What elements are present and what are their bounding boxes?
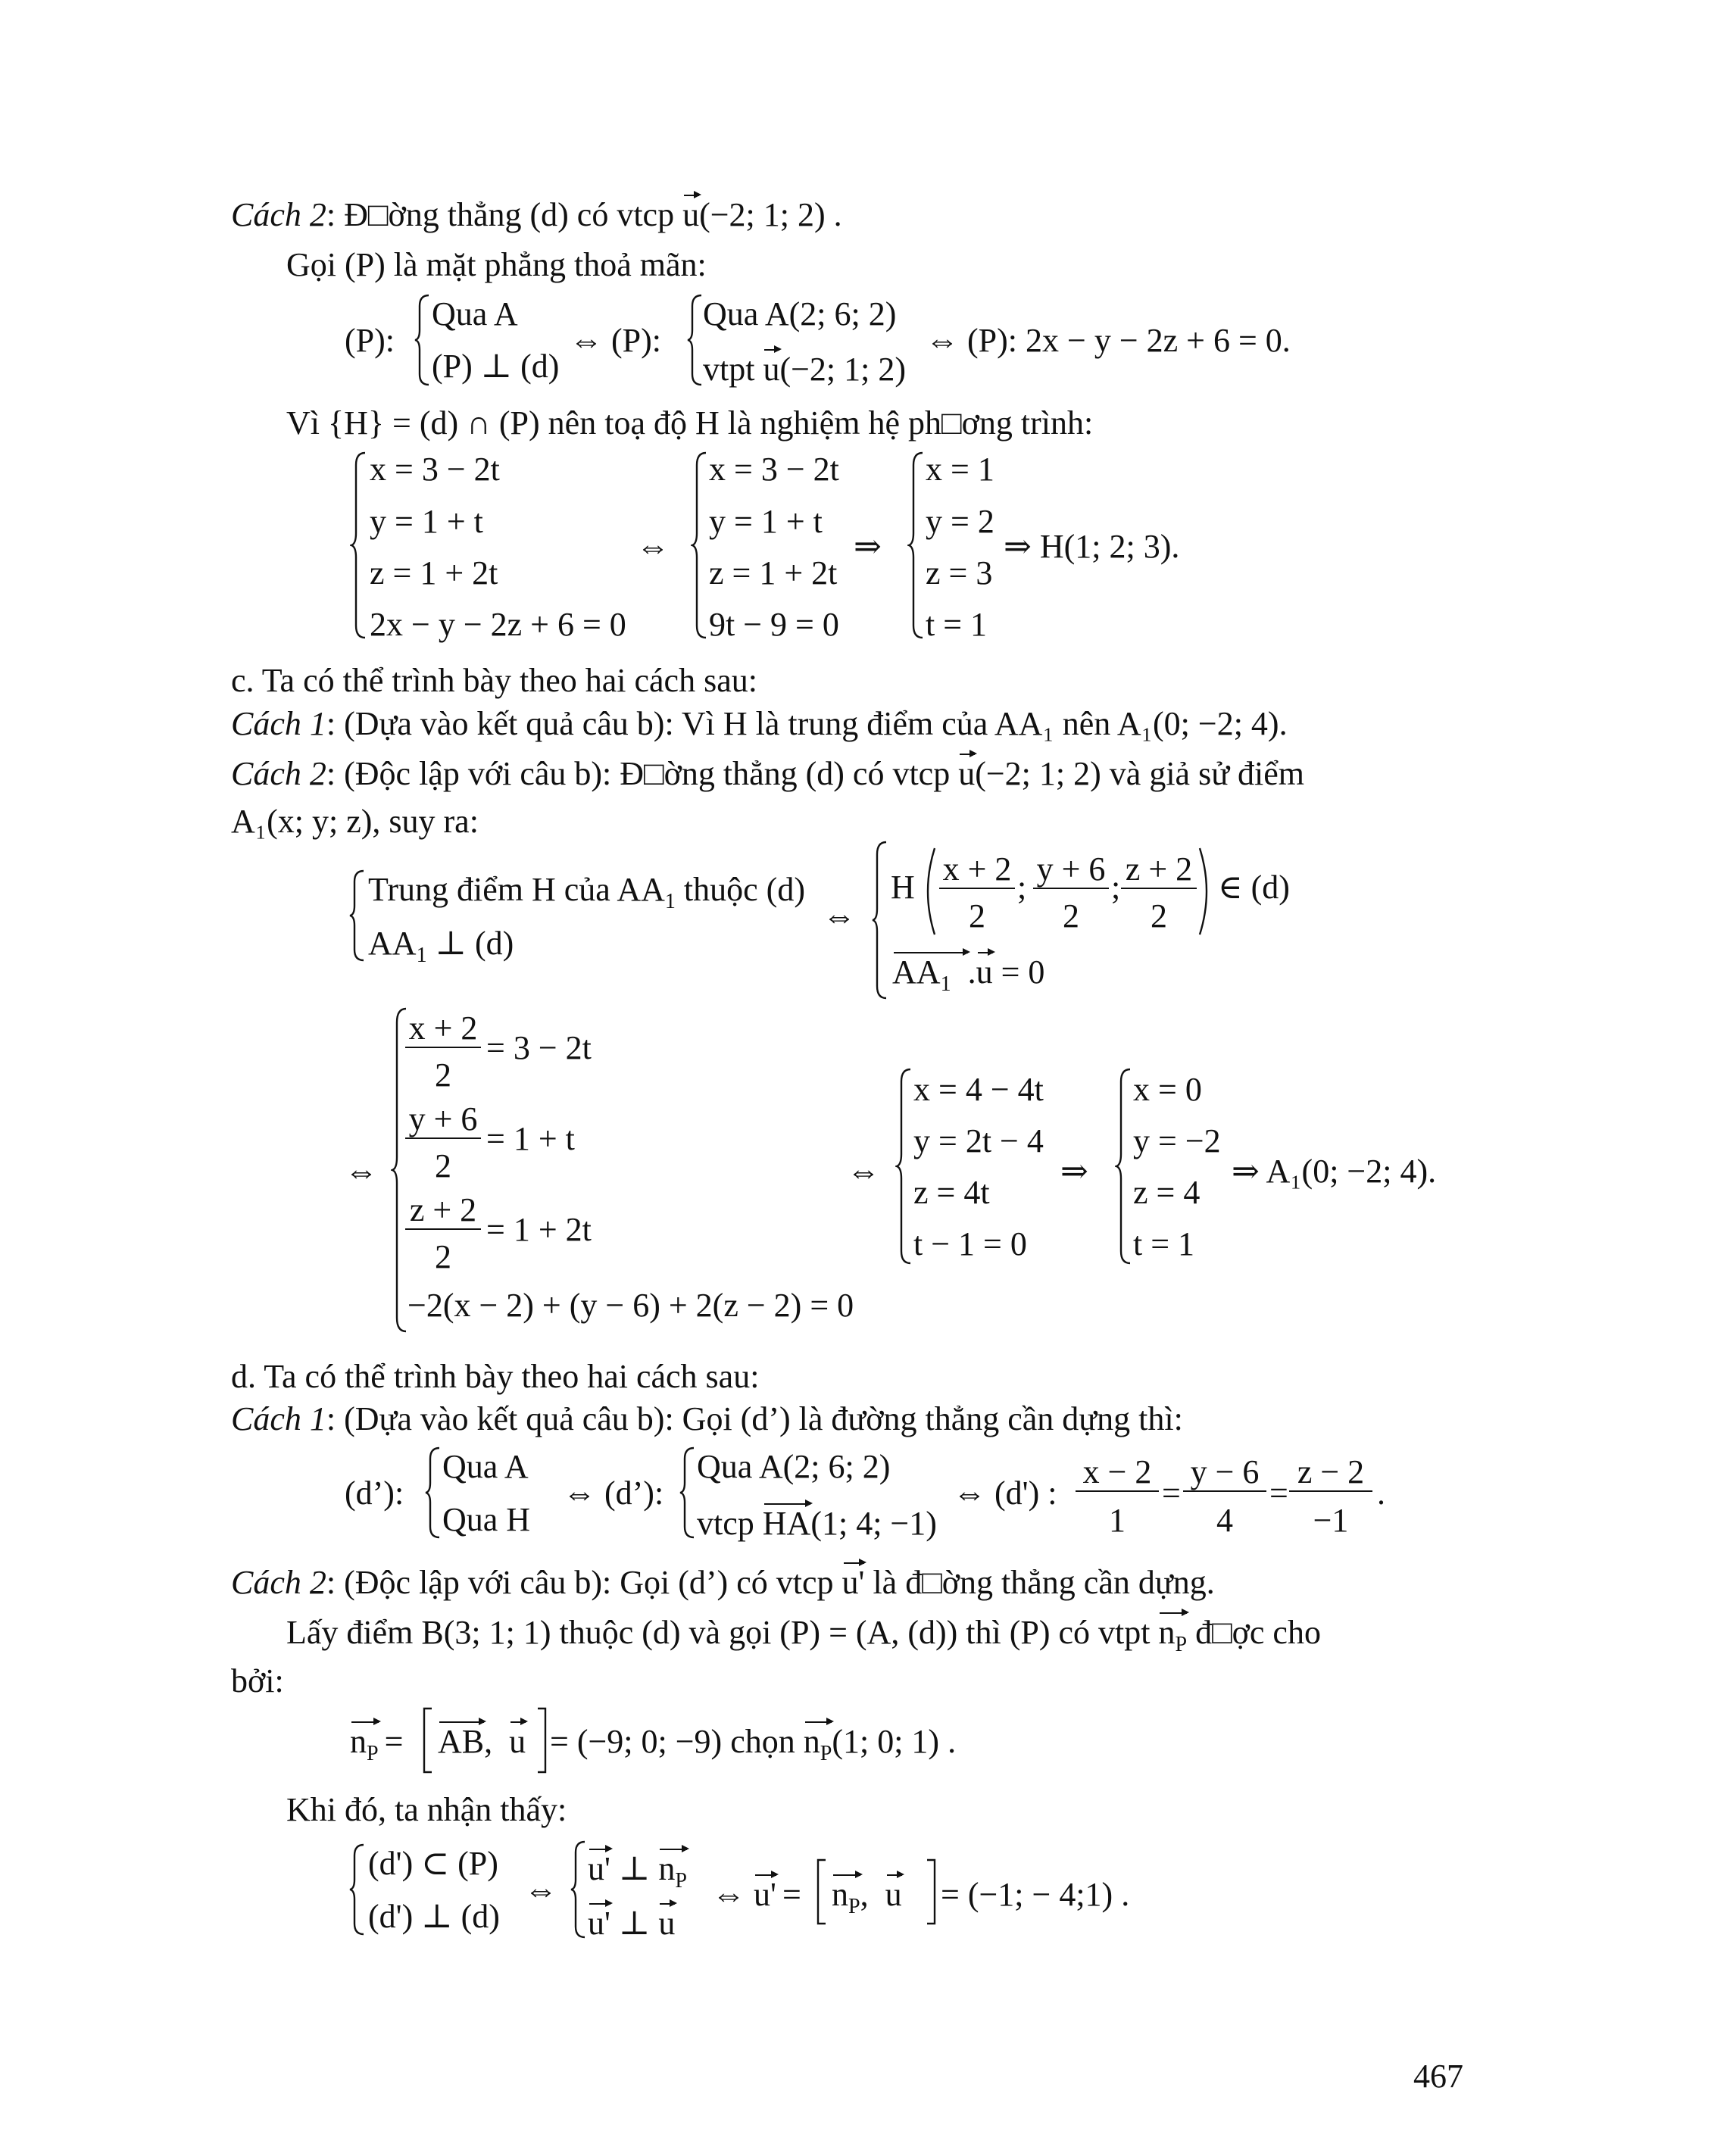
vector-np <box>658 1852 687 1892</box>
dot-product <box>892 953 1045 996</box>
fraction-bar <box>1289 1490 1372 1492</box>
equiv: ⇔ <box>823 897 856 935</box>
eq: z = 4t <box>913 1174 990 1211</box>
eq: x = 4 − 4t <box>913 1071 1044 1108</box>
np-line <box>350 1725 409 1765</box>
left-brace <box>895 1068 912 1265</box>
text: (−2; 1; 2) . <box>699 196 842 233</box>
equiv <box>712 1878 801 1911</box>
text: = <box>384 1723 404 1760</box>
eq: y = 1 + t <box>709 503 823 540</box>
text: = (−9; 0; −9) chọn <box>550 1723 804 1760</box>
text: AA <box>892 953 941 991</box>
left-brace <box>350 451 367 639</box>
eq: = 3 − 2t <box>486 1029 592 1066</box>
text: (1; 4; −1) <box>810 1505 937 1542</box>
vector-np <box>1158 1616 1187 1655</box>
text: n <box>803 1723 820 1760</box>
sys-line: Qua A <box>442 1448 529 1485</box>
left-bracket <box>421 1707 433 1774</box>
sentence: bởi: <box>231 1662 284 1699</box>
subscript: 1 <box>664 889 676 913</box>
equiv: ⇔ (d’): <box>563 1475 664 1512</box>
eq: y = 2 <box>926 503 994 540</box>
sentence <box>286 1616 1321 1655</box>
denominator: −1 <box>1313 1502 1349 1539</box>
vector-u: u <box>885 1876 902 1913</box>
label-cach-2: Cách 2 <box>231 755 326 792</box>
vector-u: u <box>658 1905 676 1942</box>
cross-args <box>832 1878 902 1918</box>
sys-line: (P) ⊥ (d) <box>432 348 560 385</box>
c-cach1 <box>231 707 1288 741</box>
denominator: 2 <box>1063 897 1079 935</box>
part-c-heading: c. Ta có thể trình bày theo hai cách sau: <box>231 662 757 699</box>
eq-sign: = <box>1162 1475 1181 1512</box>
text: n <box>350 1723 367 1760</box>
right-paren <box>1197 847 1216 936</box>
fraction-bar <box>939 888 1015 889</box>
text: : (Dựa vào kết quả câu b): Gọi (d’) là đường thẳng cần dựng thì: <box>326 1400 1183 1437</box>
text: n <box>658 1850 676 1887</box>
text: : Đ□ờng thẳng (d) có vtcp <box>326 196 683 233</box>
result: = (−1; − 4;1) . <box>941 1876 1130 1913</box>
sys-line <box>588 1852 687 1892</box>
sentence: Khi đó, ta nhận thấy: <box>286 1791 567 1828</box>
sys-line <box>697 1507 937 1540</box>
sentence: Vì {H} = (d) ∩ (P) nên toạ độ H là nghiệm hệ ph□ơng trình: <box>286 404 1094 442</box>
eq: 9t − 9 = 0 <box>709 606 839 643</box>
eq: z = 1 + 2t <box>370 554 498 591</box>
fraction <box>939 850 1015 888</box>
sys-line: Qua A(2; 6; 2) <box>703 295 897 332</box>
text: n <box>832 1876 848 1913</box>
text: : (Độc lập với câu b): Đ□ờng thẳng (d) có vtcp <box>326 755 959 792</box>
left-paren <box>918 847 938 936</box>
subscript: P <box>367 1741 379 1765</box>
text: Lấy điểm B(3; 1; 1) thuộc (d) và gọi (P) = (A, (d)) thì (P) có vtpt <box>286 1614 1159 1651</box>
eq: t = 1 <box>1133 1225 1195 1262</box>
vector-np <box>832 1878 860 1918</box>
left-brace <box>686 294 703 386</box>
denominator: 4 <box>1216 1502 1233 1539</box>
text: : (Độc lập với câu b): Gọi (d’) có vtcp <box>326 1564 842 1601</box>
eq-sign: = <box>1269 1475 1288 1512</box>
vector-u-prime: u' <box>588 1850 610 1887</box>
equiv: ⇔ (P): <box>570 322 661 359</box>
sys-line: (d') ⊥ (d) <box>368 1898 500 1935</box>
vector-u: u <box>682 196 700 233</box>
vector-u: u <box>509 1723 526 1760</box>
label-cach-1: Cách 1 <box>231 705 326 742</box>
sys-line <box>703 353 906 386</box>
text: ⊥ (d) <box>426 925 514 962</box>
right-bracket <box>926 1858 938 1925</box>
sys-line: Qua A(2; 6; 2) <box>697 1448 891 1485</box>
vector-np <box>350 1725 379 1765</box>
text: , <box>860 1876 869 1913</box>
vector-np <box>804 1725 832 1765</box>
sep: ; <box>1017 869 1027 906</box>
label-cach-2: Cách 2 <box>231 1564 326 1601</box>
subscript: P <box>820 1741 832 1765</box>
period: . <box>1377 1475 1385 1512</box>
vector-u-prime: u' <box>588 1905 610 1942</box>
text: (−2; 1; 2) và giả sử điểm <box>975 755 1305 792</box>
eq: y = 2t − 4 <box>913 1122 1044 1159</box>
fraction-bar <box>1033 888 1109 889</box>
sys-line <box>368 873 805 913</box>
text: , <box>484 1723 493 1760</box>
cross-args <box>438 1725 526 1758</box>
text: ⊥ <box>610 1905 659 1942</box>
text: vtpt <box>703 351 763 388</box>
eq: z = 3 <box>926 554 993 591</box>
sys-line: (d') ⊂ (P) <box>368 1845 498 1882</box>
text: AA <box>368 925 417 962</box>
d-cach2 <box>231 1566 1215 1599</box>
sys-line: Qua H <box>442 1501 531 1538</box>
eq: x = 3 − 2t <box>370 451 500 488</box>
eq: y = −2 <box>1133 1122 1221 1159</box>
denominator: 1 <box>1109 1502 1126 1539</box>
eq: x = 3 − 2t <box>709 451 839 488</box>
equiv: ⇔ <box>636 528 670 565</box>
fraction-bar <box>1076 1490 1159 1492</box>
eq: x = 0 <box>1133 1071 1202 1108</box>
eq: t = 1 <box>926 606 988 643</box>
sentence: A₁(x; y; z), suy ra: <box>231 803 479 840</box>
equiv: ⇔ <box>847 1153 880 1190</box>
sentence: Gọi (P) là mặt phẳng thoả mãn: <box>286 246 707 283</box>
text: (−2; 1; 2) <box>779 351 907 388</box>
left-brace <box>348 1843 365 1936</box>
left-brace <box>1115 1068 1132 1265</box>
equiv: ⇔ <box>524 1871 557 1908</box>
numerator: x − 2 <box>1082 1453 1152 1490</box>
vector-aa1 <box>892 953 968 996</box>
fraction-bar <box>405 1228 481 1230</box>
point-h: H <box>891 869 915 906</box>
text: : (Dựa vào kết quả câu b): Vì H là trung điểm của AA₁ nên A₁(0; −2; 4). <box>326 705 1288 742</box>
text: thuộc (d) <box>675 871 805 908</box>
fraction-bar <box>405 1137 481 1139</box>
text: = <box>782 1876 801 1913</box>
numerator: x + 2 <box>408 1010 478 1047</box>
text: vtcp <box>697 1505 763 1542</box>
subscript: 1 <box>416 943 427 967</box>
eq: 2x − y − 2z + 6 = 0 <box>370 606 626 643</box>
cach2-line <box>231 198 842 232</box>
left-bracket <box>815 1858 827 1925</box>
result: ⇒ H(1; 2; 3). <box>1004 528 1180 565</box>
c-cach2 <box>231 757 1304 791</box>
vector-ha: HA <box>762 1505 811 1542</box>
eq: z = 1 + 2t <box>709 554 838 591</box>
sys-line: Qua A <box>432 295 518 332</box>
eq: −2(x − 2) + (y − 6) + 2(z − 2) = 0 <box>407 1287 854 1324</box>
numerator: y + 6 <box>1036 850 1106 888</box>
text: = 0 <box>992 953 1045 991</box>
eq: t − 1 = 0 <box>913 1225 1027 1262</box>
text: ⇔ <box>712 1876 745 1913</box>
vector-u: u <box>763 351 780 388</box>
numerator: x + 2 <box>942 850 1012 888</box>
denominator: 2 <box>1151 897 1167 935</box>
vector-u: u <box>976 953 993 991</box>
p-label: (P): <box>345 322 395 359</box>
denominator: 2 <box>435 1056 451 1094</box>
left-brace <box>907 451 924 639</box>
text: . <box>967 953 976 991</box>
left-brace <box>424 1446 441 1539</box>
text: n <box>1158 1614 1176 1651</box>
text: là đ□ờng thẳng cần dựng. <box>864 1564 1215 1601</box>
fraction-bar <box>405 1047 481 1048</box>
subscript: P <box>848 1894 860 1918</box>
left-brace <box>679 1446 695 1539</box>
text: Trung điểm H của AA <box>368 871 665 908</box>
result: ⇒ A₁(0; −2; 4). <box>1232 1153 1437 1190</box>
denominator: 2 <box>435 1147 451 1184</box>
np-result <box>550 1725 956 1765</box>
right-bracket <box>536 1707 548 1774</box>
equiv: ⇔ (d') : <box>953 1475 1057 1512</box>
left-brace <box>348 869 365 962</box>
eq: = 1 + t <box>486 1120 575 1157</box>
left-brace <box>871 841 888 1000</box>
left-brace <box>691 451 707 639</box>
numerator: z + 2 <box>409 1191 477 1228</box>
implies: ⇒ <box>854 528 882 565</box>
numerator: y + 6 <box>408 1100 478 1137</box>
numerator: z + 2 <box>1125 850 1193 888</box>
text: ⊥ <box>610 1850 659 1887</box>
eq: = 1 + 2t <box>486 1211 592 1248</box>
label-cach-1: Cách 1 <box>231 1400 326 1437</box>
fraction-bar <box>1121 888 1197 889</box>
left-brace <box>570 1840 586 1939</box>
subscript: 1 <box>940 972 951 996</box>
eq: z = 4 <box>1133 1174 1201 1211</box>
subscript: P <box>675 1868 687 1893</box>
part-d-heading: d. Ta có thể trình bày theo hai cách sau: <box>231 1358 760 1395</box>
vector-ab: AB <box>438 1723 485 1760</box>
vector-u-prime: u' <box>754 1876 776 1913</box>
d-cach1 <box>231 1400 1183 1437</box>
in-d: ∈ (d) <box>1218 869 1290 906</box>
text: đ□ợc cho <box>1187 1614 1321 1651</box>
eq: y = 1 + t <box>370 503 483 540</box>
d-label: (d’): <box>345 1475 404 1512</box>
eq: x = 1 <box>926 451 994 488</box>
sys-line <box>368 927 514 966</box>
text: (1; 0; 1) . <box>832 1723 957 1760</box>
fraction-bar <box>1183 1490 1266 1492</box>
numerator: z − 2 <box>1297 1453 1365 1490</box>
left-brace <box>414 294 430 386</box>
denominator: 2 <box>435 1238 451 1275</box>
equiv: ⇔ <box>345 1153 378 1190</box>
denominator: 2 <box>969 897 985 935</box>
subscript: P <box>1175 1632 1188 1656</box>
vector-u: u <box>958 755 976 792</box>
equiv: ⇔ (P): 2x − y − 2z + 6 = 0. <box>926 322 1291 359</box>
numerator: y − 6 <box>1190 1453 1260 1490</box>
implies: ⇒ <box>1060 1153 1088 1190</box>
sep: ; <box>1111 869 1121 906</box>
sys-line <box>588 1907 675 1940</box>
vector-u-prime: u' <box>841 1564 865 1601</box>
page-number: 467 <box>1413 2058 1463 2095</box>
label-cach-2: Cách 2 <box>231 196 326 233</box>
